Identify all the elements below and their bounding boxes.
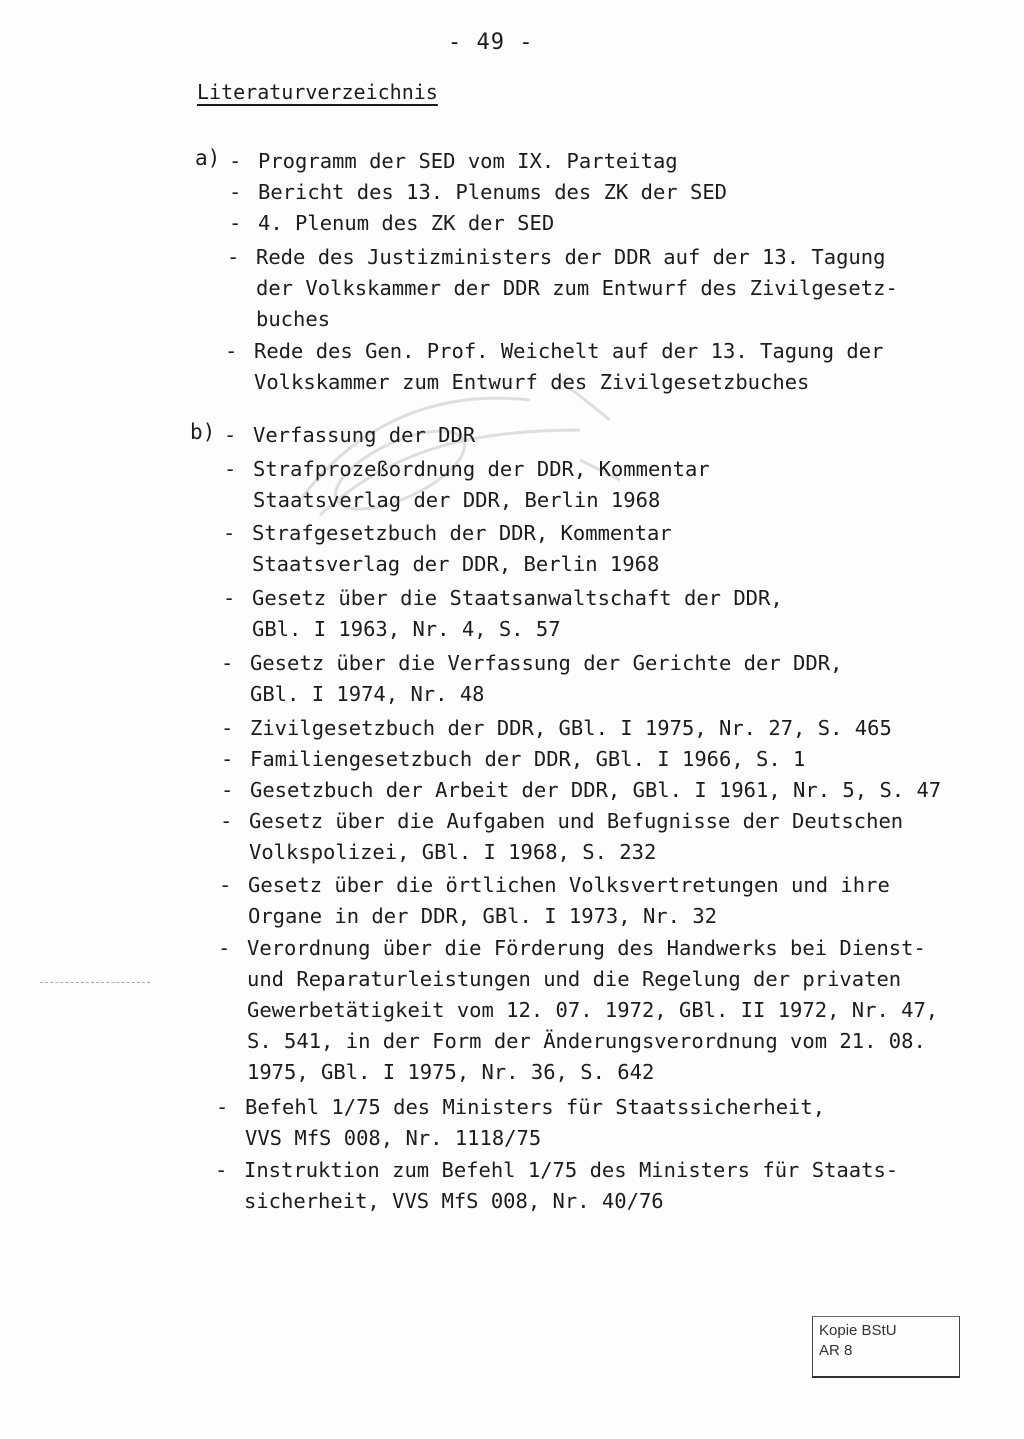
section-b-label: b) [190, 420, 216, 444]
list-dash: - [224, 423, 237, 447]
list-dash: - [224, 457, 237, 481]
list-dash: - [216, 1095, 229, 1119]
reference-entry [224, 420, 476, 451]
document-heading: Literaturverzeichnis [197, 80, 438, 104]
reference-entry [221, 648, 843, 710]
reference-line: Strafprozeßordnung der DDR, Kommentar [253, 457, 710, 481]
reference-entry [220, 806, 904, 868]
reference-line: Gewerbetätigkeit vom 12. 07. 1972, GBl. II 1972, Nr. 47, [247, 998, 939, 1022]
list-dash: - [221, 747, 234, 771]
reference-line: Rede des Justizministers der DDR auf der 13. Tagung [256, 245, 886, 269]
reference-line: GBl. I 1974, Nr. 48 [250, 682, 485, 706]
reference-line: der Volkskammer der DDR zum Entwurf des Zivilgesetz- [256, 276, 898, 300]
list-dash: - [221, 778, 234, 802]
list-dash: - [227, 245, 240, 269]
list-dash: - [221, 651, 234, 675]
reference-line: Gesetz über die Aufgaben und Befugnisse der Deutschen [249, 809, 904, 833]
reference-line: Verfassung der DDR [253, 423, 476, 447]
reference-entry [223, 518, 672, 580]
list-dash: - [215, 1158, 228, 1182]
reference-entry [219, 870, 890, 932]
reference-entry [221, 775, 942, 806]
reference-line: GBl. I 1963, Nr. 4, S. 57 [252, 617, 561, 641]
kopie-stamp-line2: AR 8 [819, 1342, 853, 1359]
reference-line: Familiengesetzbuch der DDR, GBl. I 1966, S. 1 [250, 747, 806, 771]
reference-entry [224, 454, 710, 516]
reference-line: Gesetz über die Verfassung der Gerichte der DDR, [250, 651, 843, 675]
reference-entry [216, 1092, 826, 1154]
reference-line: Volkskammer zum Entwurf des Zivilgesetzbuches [254, 370, 810, 394]
reference-line: Volkspolizei, GBl. I 1968, S. 232 [249, 840, 657, 864]
reference-line: Verordnung über die Förderung des Handwerks bei Dienst- [247, 936, 926, 960]
reference-entry [229, 146, 678, 177]
page-number: - 49 - [448, 30, 534, 55]
reference-line: Programm der SED vom IX. Parteitag [258, 149, 678, 173]
reference-line: und Reparaturleistungen und die Regelung der privaten [247, 967, 902, 991]
reference-line: Gesetzbuch der Arbeit der DDR, GBl. I 1961, Nr. 5, S. 47 [250, 778, 942, 802]
reference-entry [225, 336, 884, 398]
reference-entry [227, 242, 898, 335]
list-dash: - [223, 586, 236, 610]
list-dash: - [221, 716, 234, 740]
reference-entry [215, 1155, 899, 1217]
list-dash: - [219, 873, 232, 897]
reference-line: Bericht des 13. Plenums des ZK der SED [258, 180, 727, 204]
reference-entry [229, 208, 555, 239]
list-dash: - [225, 339, 238, 363]
reference-entry [229, 177, 727, 208]
section-a-label: a) [195, 146, 221, 170]
reference-line: Zivilgesetzbuch der DDR, GBl. I 1975, Nr. 27, S. 465 [250, 716, 892, 740]
list-dash: - [220, 809, 233, 833]
list-dash: - [223, 521, 236, 545]
kopie-bstu-stamp [812, 1316, 960, 1378]
reference-entry [221, 713, 892, 744]
reference-line: Organe in der DDR, GBl. I 1973, Nr. 32 [248, 904, 717, 928]
reference-line: buches [256, 307, 331, 331]
reference-line: S. 541, in der Form der Änderungsverordnung vom 21. 08. [247, 1029, 926, 1053]
reference-line: Staatsverlag der DDR, Berlin 1968 [252, 552, 660, 576]
reference-line: Gesetz über die Staatsanwaltschaft der DDR, [252, 586, 783, 610]
reference-line: Gesetz über die örtlichen Volksvertretungen und ihre [248, 873, 890, 897]
reference-line: 4. Plenum des ZK der SED [258, 211, 555, 235]
reference-line: Rede des Gen. Prof. Weichelt auf der 13. Tagung der [254, 339, 884, 363]
reference-entry [218, 933, 939, 1088]
reference-line: Instruktion zum Befehl 1/75 des Ministers für Staats- [244, 1158, 899, 1182]
reference-entry [221, 744, 806, 775]
kopie-stamp-line1: Kopie BStU [819, 1322, 897, 1339]
list-dash: - [229, 180, 242, 204]
list-dash: - [229, 149, 242, 173]
reference-line: sicherheit, VVS MfS 008, Nr. 40/76 [244, 1189, 664, 1213]
reference-entry [223, 583, 783, 645]
reference-line: VVS MfS 008, Nr. 1118/75 [245, 1126, 542, 1150]
reference-line: Strafgesetzbuch der DDR, Kommentar [252, 521, 672, 545]
margin-mark [40, 982, 150, 984]
list-dash: - [218, 936, 231, 960]
reference-line: 1975, GBl. I 1975, Nr. 36, S. 642 [247, 1060, 655, 1084]
list-dash: - [229, 211, 242, 235]
reference-line: Befehl 1/75 des Ministers für Staatssicherheit, [245, 1095, 826, 1119]
reference-line: Staatsverlag der DDR, Berlin 1968 [253, 488, 661, 512]
